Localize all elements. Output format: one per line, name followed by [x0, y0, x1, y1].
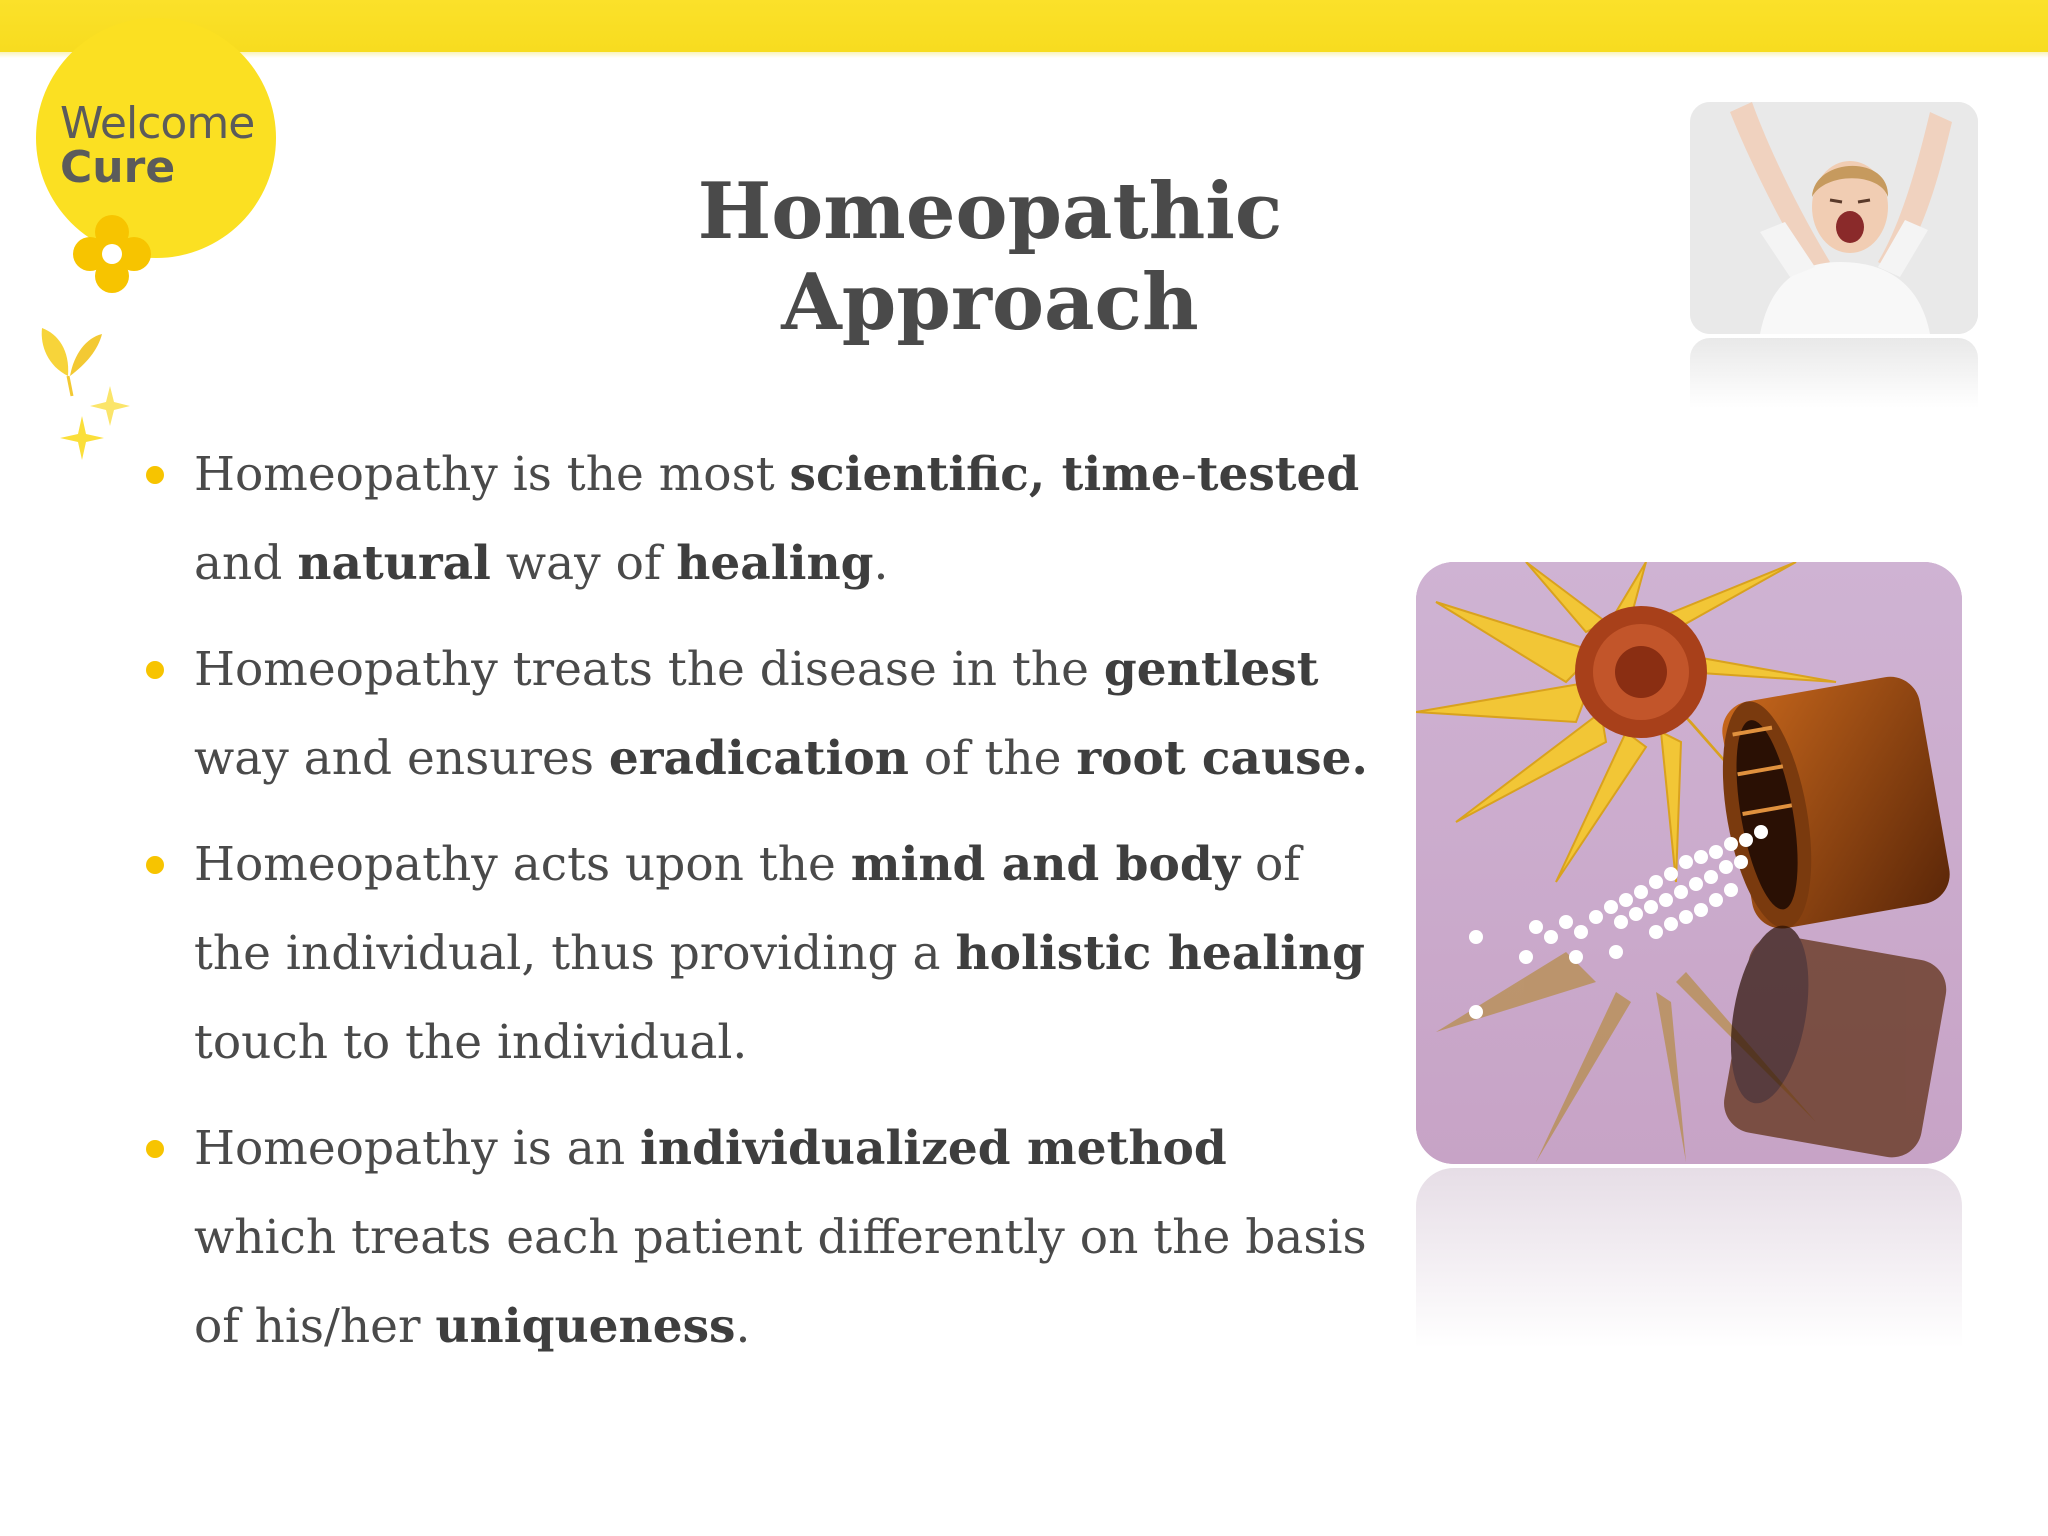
bullet-item — [140, 1104, 1380, 1371]
bullet-text — [194, 447, 1359, 591]
bullet-emphasis: scientific, time — [789, 447, 1181, 502]
slide-title: Homeopathic Approach — [697, 166, 1283, 348]
bullet-dot-icon — [146, 466, 164, 484]
flower-icon — [68, 210, 156, 298]
bullet-run: of the — [908, 731, 1077, 786]
child-illustration-icon — [1690, 102, 1978, 334]
bullet-run: way and ensures — [194, 731, 609, 786]
bullet-emphasis: gentlest — [1103, 642, 1319, 697]
bullet-run: touch to the individual. — [194, 1015, 748, 1070]
bullet-run: - — [1180, 447, 1197, 502]
bullet-item — [140, 430, 1380, 608]
logo-text — [60, 98, 255, 193]
bullet-emphasis: natural — [297, 536, 491, 591]
bullet-emphasis: mind and body — [850, 837, 1241, 892]
bullet-run: . — [873, 536, 889, 591]
bullet-emphasis: individualized method — [640, 1121, 1227, 1176]
bullet-emphasis: eradication — [608, 731, 909, 786]
flower-pills-illustration-icon — [1416, 562, 1962, 1164]
sprout-sparkle-icon — [28, 316, 148, 466]
bullet-dot-icon — [146, 856, 164, 874]
bullet-run: which treats each patient differently on the basis of his/her — [194, 1210, 1367, 1354]
bullet-run: way of — [490, 536, 677, 591]
bullet-item — [140, 820, 1380, 1087]
bullet-text — [194, 837, 1365, 1070]
logo-line2: Cure — [60, 142, 176, 193]
bullet-emphasis: tested — [1196, 447, 1360, 502]
bullet-run: . — [735, 1299, 751, 1354]
flower-pills-photo — [1416, 562, 1962, 1164]
photo1-reflection — [1690, 338, 1978, 408]
bullet-dot-icon — [146, 1140, 164, 1158]
logo-line1: Welcome — [60, 98, 255, 149]
child-stretching-photo — [1690, 102, 1978, 334]
bullet-list — [140, 430, 1380, 1388]
bullet-run: of the individual, thus providing a — [194, 837, 1301, 981]
top-accent-bar — [0, 0, 2048, 52]
bullet-emphasis: root cause. — [1076, 731, 1368, 786]
bullet-run: Homeopathy acts upon the — [194, 837, 851, 892]
bullet-run: Homeopathy treats the disease in the — [194, 642, 1104, 697]
bullet-emphasis: uniqueness — [435, 1299, 736, 1354]
bullet-text — [194, 642, 1368, 786]
photo2-reflection — [1416, 1168, 1962, 1348]
bullet-run: Homeopathy is an — [194, 1121, 641, 1176]
bullet-run: Homeopathy is the most — [194, 447, 790, 502]
bullet-emphasis: holistic healing — [955, 926, 1366, 981]
bullet-dot-icon — [146, 661, 164, 679]
bullet-run: and — [194, 536, 298, 591]
bullet-emphasis: healing — [676, 536, 874, 591]
bullet-text — [194, 1121, 1367, 1354]
bullet-item — [140, 625, 1380, 803]
